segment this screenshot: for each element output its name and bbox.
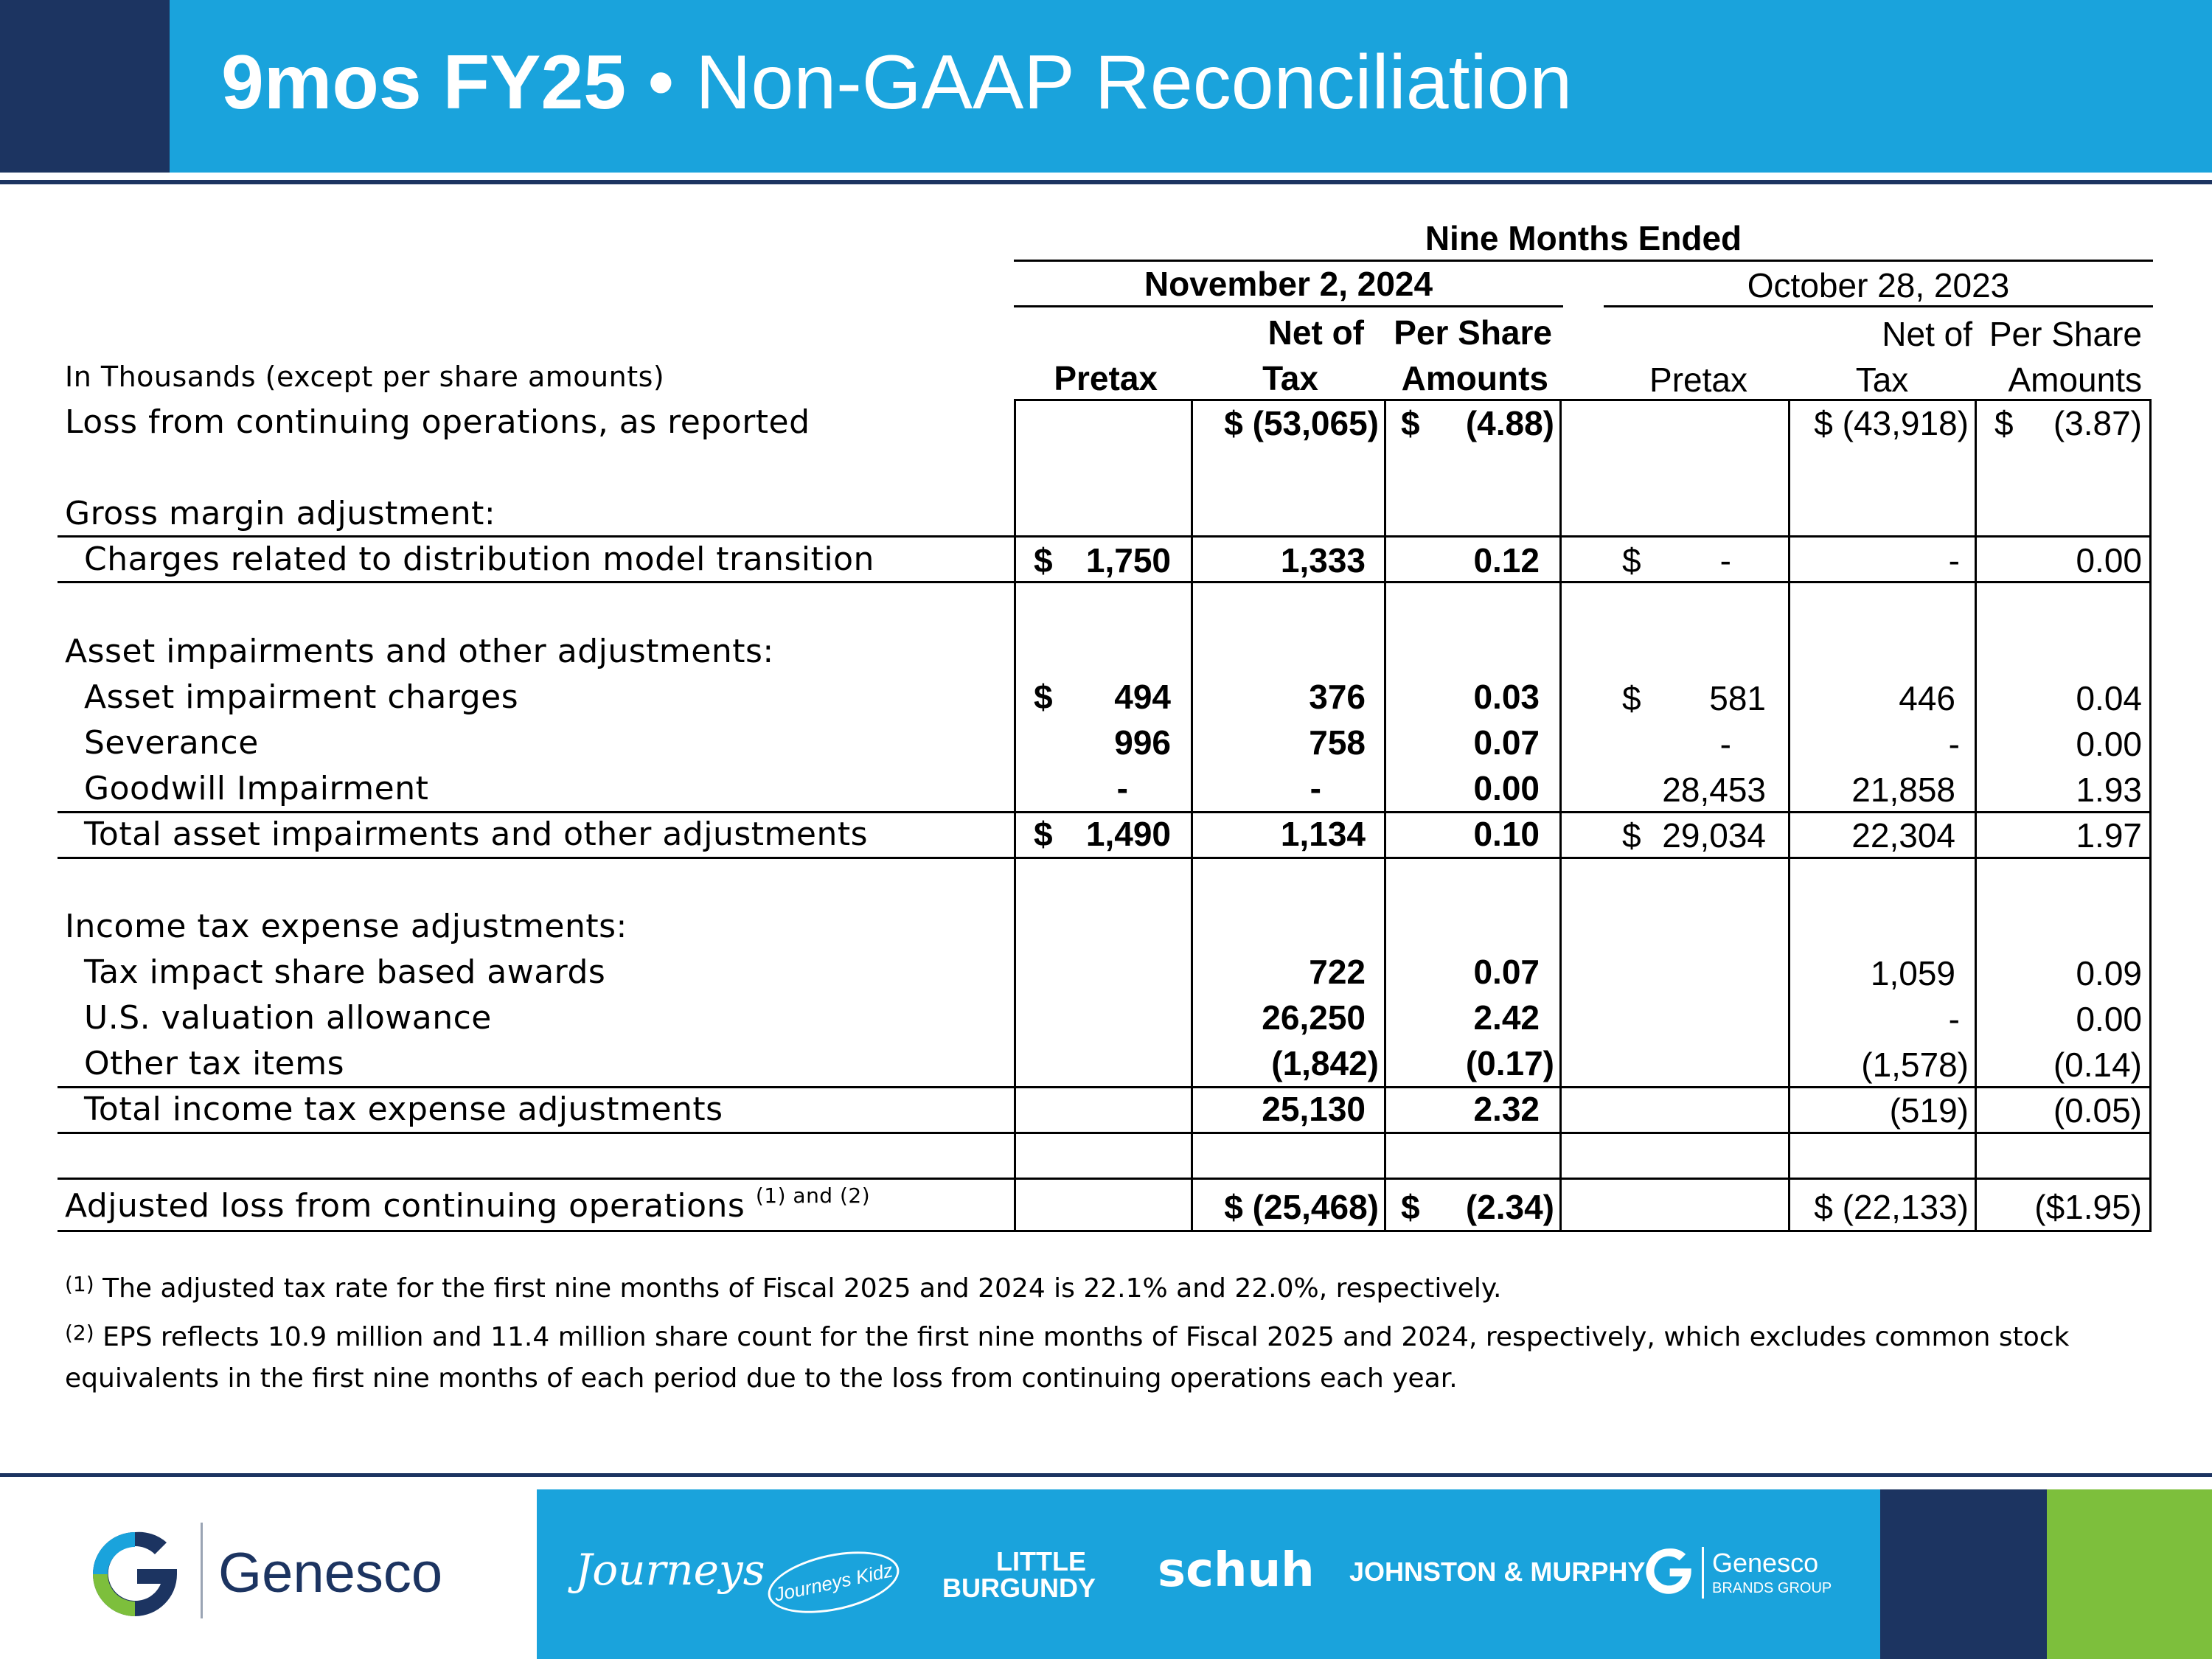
footer-rule bbox=[0, 1473, 2212, 1477]
cell-p1-net: 376 bbox=[1309, 678, 1366, 716]
cell-p2-ps: 1.93 bbox=[2076, 771, 2142, 809]
cell-p1-ps: 0.12 bbox=[1473, 541, 1540, 580]
cell-p1-ps: 0.00 bbox=[1473, 769, 1540, 807]
adjusted-footnote-ref: (1) and (2) bbox=[755, 1183, 871, 1208]
cell-p1-net: 26,250 bbox=[1262, 998, 1366, 1037]
cell-p1-sym: $ bbox=[1034, 678, 1053, 716]
cell-p1-ps: 0.10 bbox=[1473, 815, 1540, 853]
cell-p2-ps: (3.87) bbox=[2053, 404, 2142, 442]
brand-johnston-murphy-logo: JOHNSTON & MURPHY bbox=[1349, 1557, 1646, 1587]
section-income-tax: Income tax expense adjustments: bbox=[65, 908, 627, 945]
cell-p2-ps: 0.09 bbox=[2076, 954, 2142, 992]
cell-p2-ps: 1.97 bbox=[2076, 816, 2142, 855]
cell-p2-ps-sym: $ bbox=[1994, 404, 2014, 442]
period2-header: October 28, 2023 bbox=[1747, 266, 2010, 305]
cell-p2-net: (1,578) bbox=[1861, 1046, 1969, 1084]
brand-little-burgundy-logo: LITTLE BURGUNDY bbox=[942, 1546, 1096, 1603]
brand-journeys-kidz-logo: Journeys Kidz bbox=[762, 1541, 905, 1624]
brand-gbg-sub: BRANDS GROUP bbox=[1712, 1580, 1832, 1596]
cell-p1-ps: (0.17) bbox=[1465, 1044, 1554, 1082]
cell-p1-pretax: 1,490 bbox=[1085, 815, 1171, 853]
col-tax: Tax bbox=[1262, 359, 1318, 397]
cell-p1-net: 722 bbox=[1309, 953, 1366, 991]
cell-p2-net: 1,059 bbox=[1870, 954, 1955, 992]
cell-p2-sym: $ bbox=[1622, 816, 1641, 855]
cell-p2-net: (519) bbox=[1889, 1091, 1969, 1130]
row-label-other-tax: Other tax items bbox=[84, 1045, 344, 1082]
col-pershare-2: Per Share bbox=[1989, 315, 2142, 353]
gbg-separator bbox=[1702, 1547, 1704, 1599]
genesco-wordmark: Genesco bbox=[218, 1542, 443, 1604]
brand-schuh-logo: schuh bbox=[1158, 1543, 1315, 1598]
footnote-2: $^{(2)}$ EPS reflects 10.9 million and 11.4 million share count for the first nine months of Fiscal 2025 and 2024, respectively, which excludes common stock bbox=[65, 1321, 2070, 1352]
cell-p1-net: - bbox=[1310, 769, 1321, 807]
cell-p2-pretax: - bbox=[1719, 725, 1731, 763]
cell-p1-ps-sym: $ bbox=[1401, 1188, 1420, 1226]
cell-p1-ps: (2.34) bbox=[1465, 1188, 1554, 1226]
cell-p1-ps: 0.03 bbox=[1473, 678, 1540, 716]
cell-p2-pretax: 28,453 bbox=[1662, 771, 1766, 809]
cell-p1-sym: $ bbox=[1034, 541, 1053, 580]
cell-p1-pretax: 1,750 bbox=[1085, 541, 1171, 580]
cell-p2-net: $ (43,918) bbox=[1814, 404, 1969, 442]
cell-p2-ps: (0.14) bbox=[2053, 1046, 2142, 1084]
col-amounts: Amounts bbox=[1401, 359, 1548, 397]
cell-p2-ps: (0.05) bbox=[2053, 1091, 2142, 1130]
col-netof: Net of bbox=[1267, 313, 1364, 352]
col-pershare: Per Share bbox=[1394, 313, 1552, 352]
cell-p1-net: 1,333 bbox=[1280, 541, 1366, 580]
cell-p2-ps: 0.00 bbox=[2076, 541, 2142, 580]
row-label-tax-share: Tax impact share based awards bbox=[84, 953, 606, 991]
cell-p2-ps: 0.00 bbox=[2076, 1000, 2142, 1038]
cell-p2-pretax: 581 bbox=[1709, 679, 1766, 717]
cell-p2-net: - bbox=[1948, 1000, 1960, 1038]
row-label-asset-imp: Asset impairment charges bbox=[84, 678, 519, 716]
col-pretax: Pretax bbox=[1054, 359, 1158, 397]
footer-navy-block bbox=[1880, 1489, 2047, 1659]
col-amounts-2: Amounts bbox=[2008, 361, 2142, 399]
cell-p1-ps: 0.07 bbox=[1473, 723, 1540, 762]
cell-p1-pretax: 996 bbox=[1114, 723, 1171, 762]
cell-p2-ps: ($1.95) bbox=[2034, 1188, 2142, 1226]
section-asset: Asset impairments and other adjustments: bbox=[65, 633, 774, 670]
cell-p2-pretax: 29,034 bbox=[1662, 816, 1766, 855]
cell-p2-net: 446 bbox=[1899, 679, 1955, 717]
period1-header: November 2, 2024 bbox=[1144, 265, 1433, 303]
cell-p1-net: 1,134 bbox=[1280, 815, 1366, 853]
genesco-g-logo-icon bbox=[87, 1526, 183, 1622]
cell-p1-net: 25,130 bbox=[1262, 1090, 1366, 1128]
col-tax-2: Tax bbox=[1855, 361, 1909, 399]
brand-gbg-name: Genesco bbox=[1712, 1548, 1819, 1578]
cell-p1-ps: 2.42 bbox=[1473, 998, 1540, 1037]
cell-p2-sym: $ bbox=[1622, 541, 1641, 580]
row-label-loss-reported: Loss from continuing operations, as reported bbox=[65, 403, 810, 441]
cell-p1-net: $ (25,468) bbox=[1224, 1188, 1379, 1226]
genesco-brands-group-g-icon bbox=[1643, 1545, 1694, 1597]
cell-p2-sym: $ bbox=[1622, 679, 1641, 717]
cell-p1-net: (1,842) bbox=[1271, 1044, 1379, 1082]
cell-p1-net: $ (53,065) bbox=[1224, 404, 1379, 442]
page-title: 9mos FY25 • Non-GAAP Reconciliation bbox=[221, 40, 1573, 125]
section-gross-margin: Gross margin adjustment: bbox=[65, 495, 496, 532]
row-label-total-tax: Total income tax expense adjustments bbox=[84, 1091, 723, 1128]
row-label-total-asset: Total asset impairments and other adjustments bbox=[84, 815, 869, 853]
footer-green-block bbox=[2047, 1489, 2212, 1659]
footnote-2-cont: equivalents in the first nine months of each period due to the loss from continuing operations each year. bbox=[65, 1363, 1458, 1394]
cell-p2-net: $ (22,133) bbox=[1814, 1188, 1969, 1226]
row-label-valuation: U.S. valuation allowance bbox=[84, 999, 492, 1037]
col-pretax-2: Pretax bbox=[1649, 361, 1747, 399]
super-header: Nine Months Ended bbox=[1425, 219, 1742, 257]
cell-p1-ps: 0.07 bbox=[1473, 953, 1540, 991]
cell-p1-pretax: - bbox=[1116, 769, 1128, 807]
row-label-goodwill: Goodwill Impairment bbox=[84, 770, 429, 807]
units-note: In Thousands (except per share amounts) bbox=[65, 361, 665, 393]
cell-p2-net: 21,858 bbox=[1851, 771, 1955, 809]
cell-p1-ps: 2.32 bbox=[1473, 1090, 1540, 1128]
brand-journeys-logo: Journeys bbox=[575, 1545, 765, 1595]
cell-p2-ps: 0.00 bbox=[2076, 725, 2142, 763]
logo-separator bbox=[201, 1523, 203, 1618]
row-label-adjusted: Adjusted loss from continuing operations $^{(1) and (2)}$ bbox=[65, 1183, 871, 1225]
footnote-1: $^{(1)}$ The adjusted tax rate for the first nine months of Fiscal 2025 and 2024 is 22.1% and 22.0%, respectively. bbox=[65, 1272, 1502, 1304]
cell-p1-net: 758 bbox=[1309, 723, 1366, 762]
row-label-severance: Severance bbox=[84, 724, 259, 762]
cell-p2-net: - bbox=[1948, 725, 1960, 763]
cell-p2-net: - bbox=[1948, 541, 1960, 580]
cell-p1-pretax: 494 bbox=[1114, 678, 1171, 716]
row-label-dist-model: Charges related to distribution model transition bbox=[84, 540, 874, 578]
cell-p1-sym: $ bbox=[1034, 815, 1053, 853]
cell-p2-net: 22,304 bbox=[1851, 816, 1955, 855]
cell-p2-ps: 0.04 bbox=[2076, 679, 2142, 717]
cell-p1-ps-sym: $ bbox=[1401, 404, 1420, 442]
cell-p2-pretax: - bbox=[1719, 541, 1731, 580]
cell-p1-ps: (4.88) bbox=[1465, 404, 1554, 442]
col-netof-2: Net of bbox=[1882, 315, 1972, 353]
